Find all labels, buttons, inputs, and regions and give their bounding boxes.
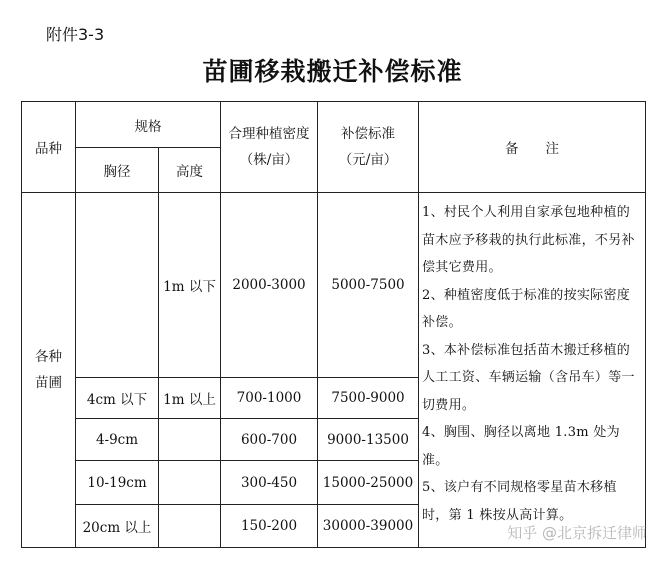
header-chest: 胸径 [76, 148, 159, 193]
row4-density: 300-450 [221, 461, 318, 505]
compensation-table [21, 101, 646, 548]
row5-chest: 20cm 以上 [76, 505, 159, 548]
header-density [221, 102, 318, 193]
row5-density: 150-200 [221, 505, 318, 548]
header-height: 高度 [159, 148, 221, 193]
remark-item: 3、本补偿标准包括苗木搬迁移植的人工工资、车辆运输（含吊车）等一切费用。 [422, 342, 635, 413]
row2-compensation: 7500-9000 [318, 378, 419, 419]
header-density-line1: 合理种植密度 [228, 126, 310, 142]
row4-compensation: 15000-25000 [318, 461, 419, 505]
remark-item: 2、种植密度低于标准的按实际密度补偿。 [422, 287, 631, 330]
header-density-line2: （株/亩） [239, 152, 299, 168]
row2-density: 700-1000 [221, 378, 318, 419]
variety-line2: 苗圃 [35, 375, 62, 391]
row4-height [159, 461, 221, 505]
header-comp-line1: 补偿标准 [341, 126, 395, 142]
row1-height: 1m 以下 [159, 193, 221, 378]
page-title: 苗圃移栽搬迁补偿标准 [202, 57, 463, 86]
remark-item: 4、胸围、胸径以离地 1.3m 处为准。 [422, 425, 620, 468]
row1-density: 2000-3000 [221, 193, 318, 378]
header-variety: 品种 [22, 102, 76, 193]
remarks-cell [419, 193, 646, 548]
row4-chest: 10-19cm [76, 461, 159, 505]
header-comp-line2: （元/亩） [338, 152, 398, 168]
remark-item: 1、村民个人利用自家承包地种植的苗木应予移栽的执行此标准，不另补偿其它费用。 [422, 205, 635, 275]
header-spec: 规格 [76, 102, 221, 148]
row5-height [159, 505, 221, 548]
variety-line1: 各种 [35, 349, 62, 365]
row2-height: 1m 以上 [159, 378, 221, 419]
remark-item: 5、该户有不同规格零星苗木移植时，第 1 株按从高计算。 [422, 480, 617, 523]
row5-compensation: 30000-39000 [318, 505, 419, 548]
row3-density: 600-700 [221, 419, 318, 461]
row2-chest: 4cm 以下 [76, 378, 159, 419]
watermark: 知乎 @北京拆迁律师 [507, 524, 647, 542]
attachment-label: 附件3-3 [46, 25, 105, 44]
row1-compensation: 5000-7500 [318, 193, 419, 378]
row1-chest [76, 193, 159, 378]
row3-chest: 4-9cm [76, 419, 159, 461]
row3-height [159, 419, 221, 461]
variety-cell [22, 193, 76, 548]
header-compensation [318, 102, 419, 193]
row3-compensation: 9000-13500 [318, 419, 419, 461]
header-remarks: 备 注 [419, 102, 646, 193]
